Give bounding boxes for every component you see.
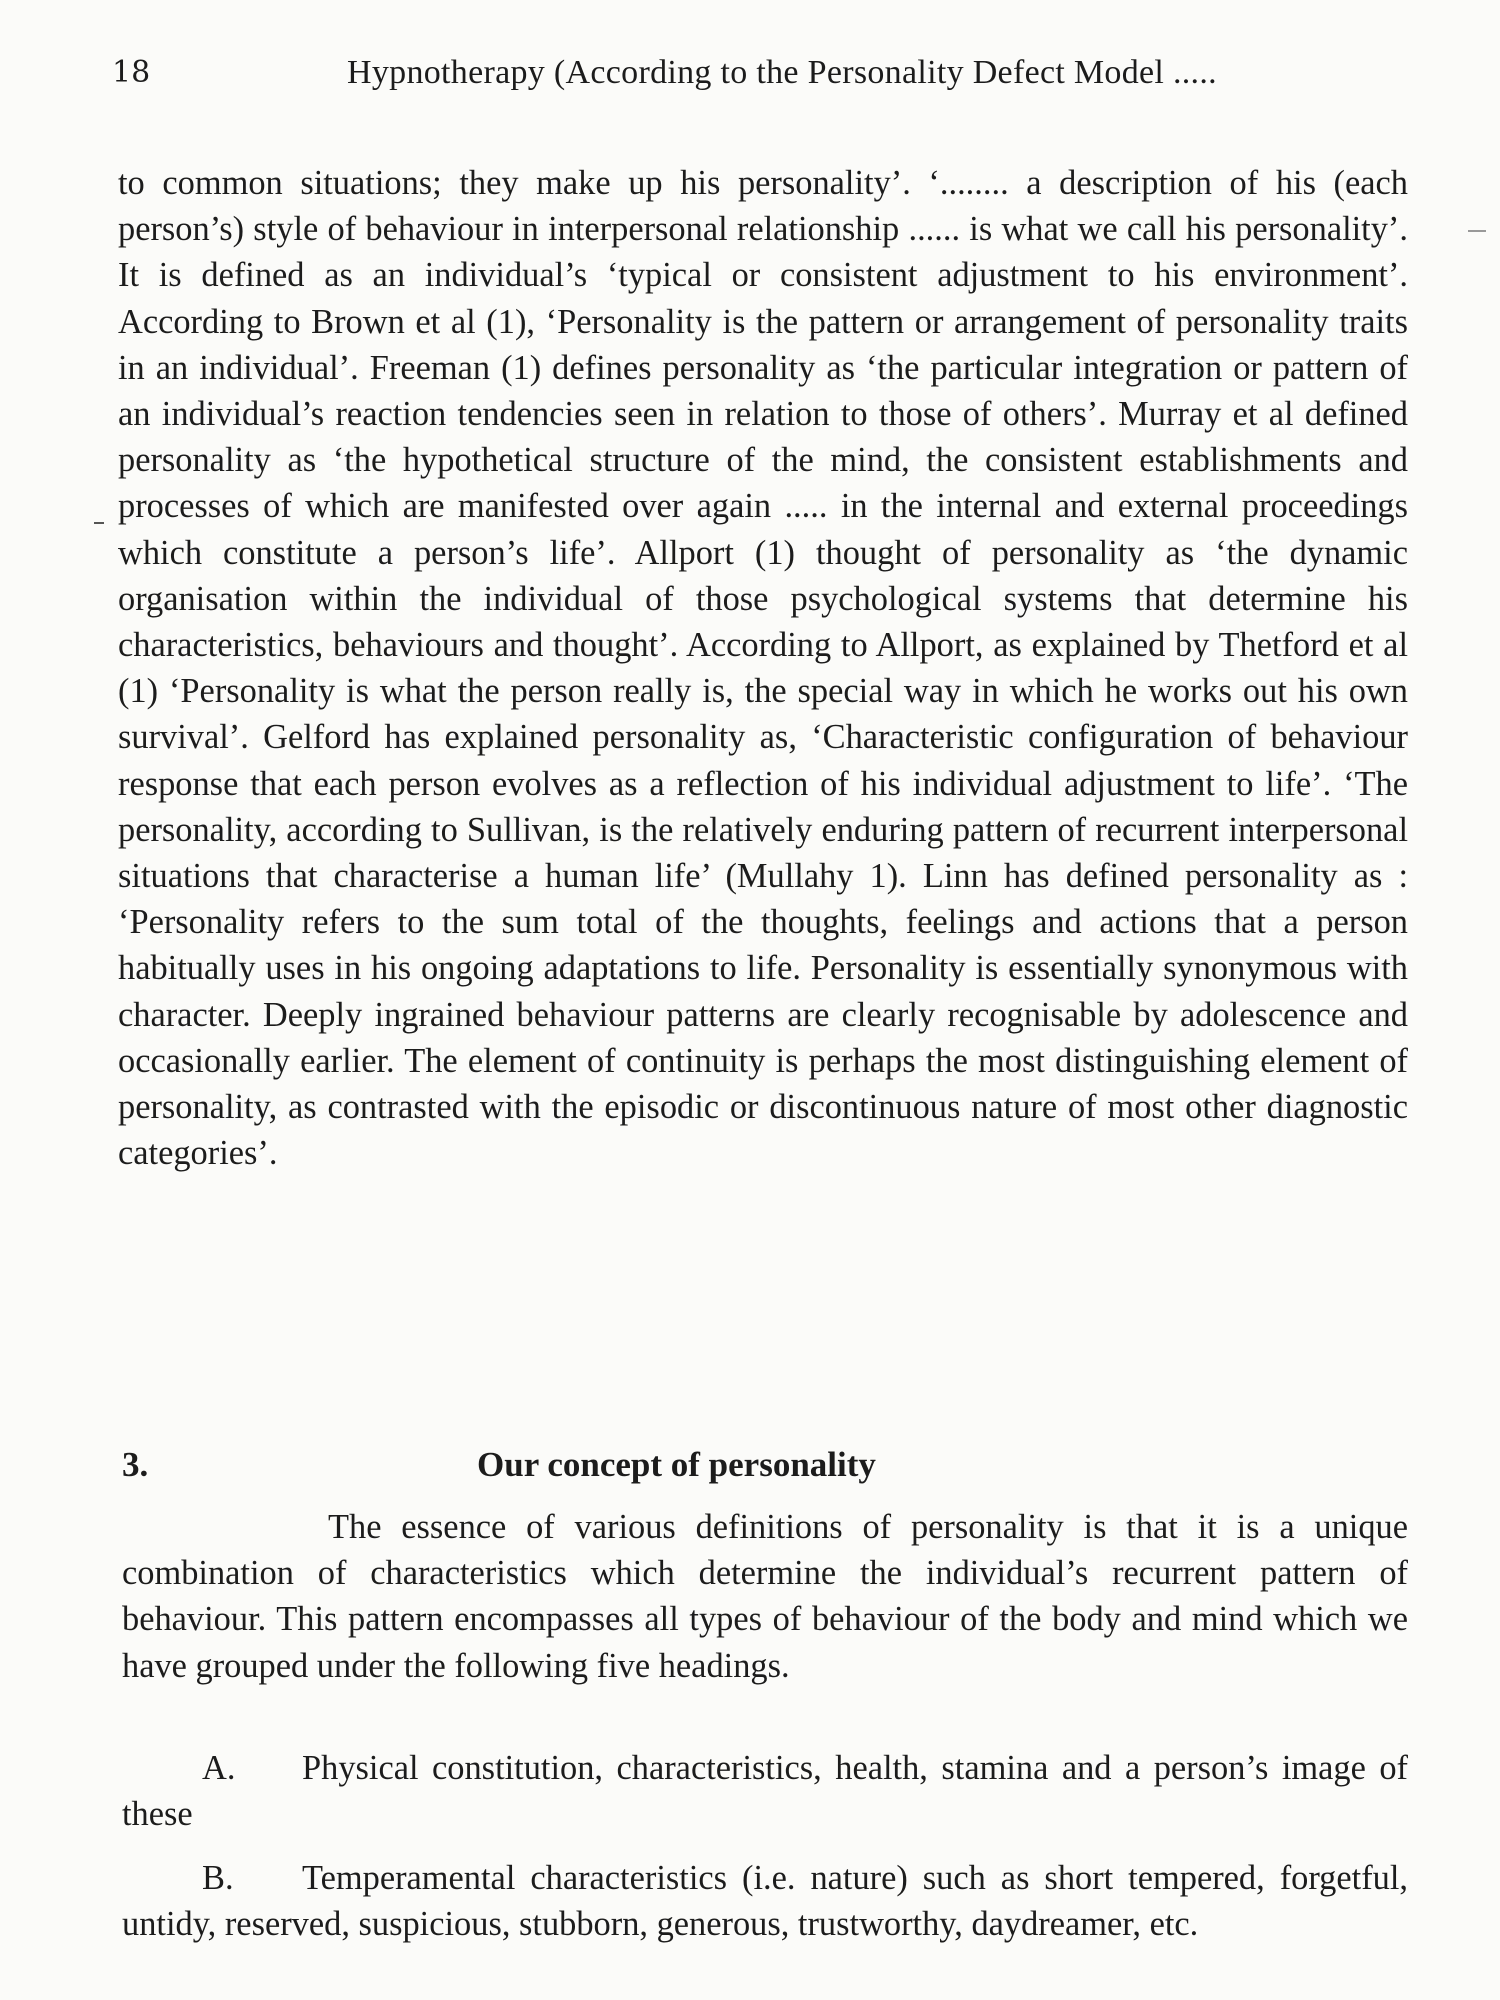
section-paragraph: The essence of various definitions of personality is that it is a unique combination of characteristics which determine the individual’s recurrent pattern of behaviour. This pattern encompasses all types of behaviour of the body and mind which we have grouped under the following five headings. [122,1508,1408,1685]
body-paragraph: to common situations; they make up his personality’. ‘........ a description of his (each person’s) style of behaviour in interpersonal relationship ...... is what we call his personality’. It is defined as an individual’s ‘typical or consistent adjustment to his environment’. According to Brown et al (1), ‘Personality is the pattern or arrangement of personality traits in an individual’. Freeman (1) defines personality as ‘the particular integration or pattern of an individual’s reaction tendencies seen in relation to those of others’. Murray et al defined personality as ‘the hypothetical structure of the mind, the consistent establishments and processes of which are manifested over again ..... in the internal and external proceedings which constitute a person’s life’. Allport (1) thought of personality as ‘the dynamic organisation within the individual of those psychological systems that determine his characteristics, behaviours and thought’. According to Allport, as explained by Thetford et al (1) ‘Personality is what the person really is, the special way in which he works out his own survival’. Gelford has explained personality as, ‘Characteristic configuration of behaviour response that each person evolves as a reflection of his individual adjustment to life’. ‘The personality, according to Sullivan, is the relatively enduring pattern of recurrent interpersonal situations that characterise a human life’ (Mullahy 1). Linn has defined personality as : ‘Personality refers to the sum total of the thoughts, feelings and actions that a person habitually uses in his ongoing adaptations to life. Personality is essentially synonymous with character. Deeply ingrained behaviour patterns are clearly recognisable by adolescence and occasionally earlier. The element of continuity is perhaps the most distinguishing element of personality, as contrasted with the episodic or discontinuous nature of most other diagnostic categories’. [118,164,1408,1173]
list-item-text: Temperamental characteristics (i.e. nature) such as short tempered, forgetful, untidy, reserved, suspicious, stubborn, generous, trustworthy, daydreamer, etc. [122,1859,1408,1944]
page-number: 18 [112,55,151,90]
section-heading [122,1440,1322,1490]
edge-mark [1468,230,1486,232]
list-item-text: Physical constitution, characteristics, health, stamina and a person’s image of these [122,1749,1408,1834]
list-item-a [122,1745,1408,1837]
running-title: Hypnotherapy (According to the Personality Defect Model ..... [347,54,1217,91]
section-title: Our concept of personality [477,1445,876,1484]
list-item-label: A. [202,1749,236,1787]
list-item-label: B. [202,1859,234,1897]
list-item-b [122,1855,1408,1947]
running-head [112,48,1402,98]
margin-mark [94,522,104,524]
section-number: 3. [122,1445,149,1484]
